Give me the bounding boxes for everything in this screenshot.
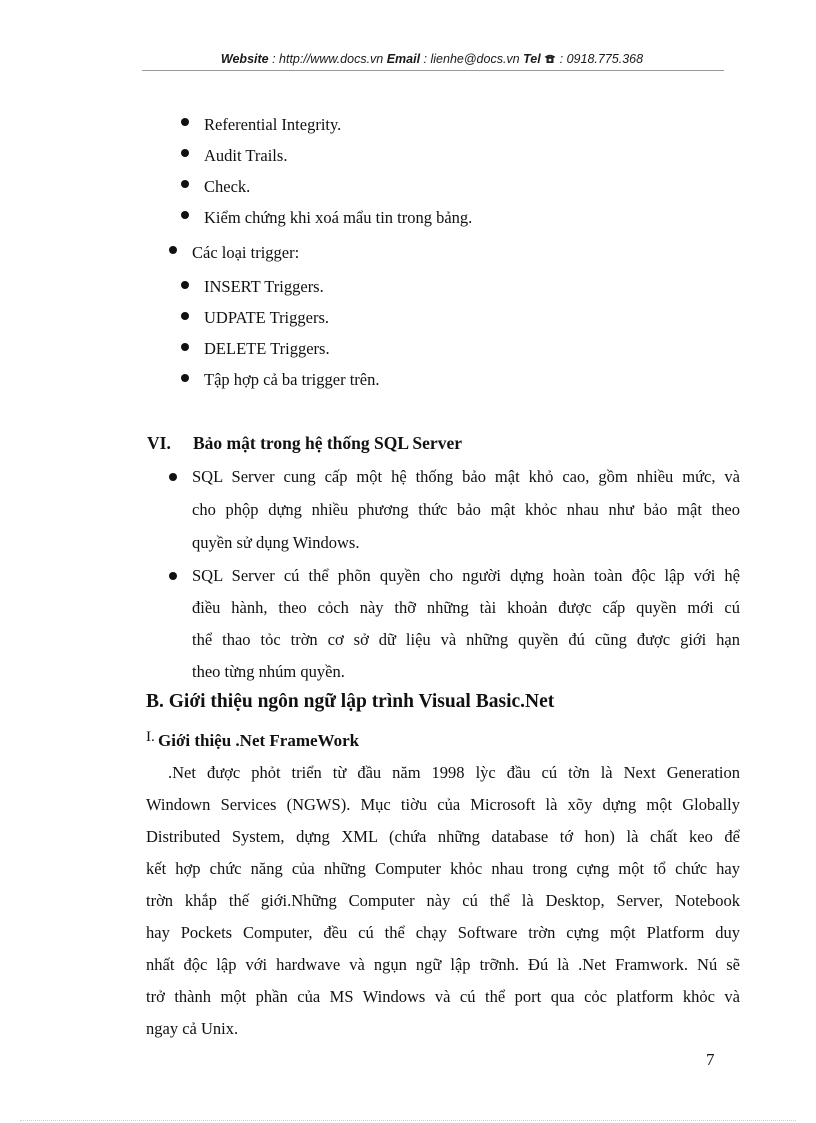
bullet-icon: [169, 473, 177, 481]
paragraph-line: trở thành một phần của MS Windows và cú thể port qua cỏc platform khỏc và: [146, 987, 740, 1006]
paragraph-line: nhất độc lập với hardwave và ngụn ngữ lập trỡnh. Đú là .Net Framwork. Nú sẽ: [146, 955, 740, 974]
paragraph-line: quyền sử dụng Windows.: [192, 533, 360, 552]
section-i-number: I.: [146, 729, 155, 745]
tel-value: : 0918.775.368: [556, 52, 644, 66]
paragraph-line: SQL Server cung cấp một hệ thống bảo mật khỏ cao, gồm nhiều mức, và: [192, 467, 740, 486]
page-header: [142, 52, 722, 67]
bullet-icon: [181, 149, 189, 157]
list-item: Kiểm chứng khi xoá mẩu tin trong bảng.: [204, 208, 473, 227]
bullet-icon: [181, 211, 189, 219]
paragraph-line: trờn khắp thế giới.Những Computer này cú thể là Desktop, Server, Notebook: [146, 891, 740, 910]
list-item: INSERT Triggers.: [204, 277, 324, 296]
list-item: Tập hợp cả ba trigger trên.: [204, 370, 380, 389]
list-item: Check.: [204, 177, 251, 196]
section-i-title: Giới thiệu .Net FrameWork: [158, 731, 360, 750]
paragraph-line: Windown Services (NGWS). Mục tiờu của Microsoft là xõy dựng một Globally: [146, 795, 740, 814]
trigger-types-label: Các loại trigger:: [192, 243, 300, 262]
website-value[interactable]: : http://www.docs.vn: [268, 52, 387, 66]
list-item: DELETE Triggers.: [204, 339, 330, 358]
bullet-icon: [181, 180, 189, 188]
paragraph-line: hay Pockets Computer, đều cú thể chạy Software trờn cựng một Platform duy: [146, 923, 740, 942]
bullet-icon: [169, 572, 177, 580]
email-value[interactable]: : lienhe@docs.vn: [420, 52, 524, 66]
tel-label: Tel: [523, 52, 545, 66]
bullet-icon: [181, 312, 189, 320]
section-b-title: B. Giới thiệu ngôn ngữ lập trình Visual Basic.Net: [146, 691, 555, 712]
telephone-icon: [544, 53, 556, 67]
email-label: Email: [386, 52, 421, 66]
bullet-icon: [181, 374, 189, 382]
page-number: 7: [706, 1050, 715, 1069]
paragraph-line: .Net được phỏt triển từ đầu năm 1998 lỳc đầu cú tờn là Next Generation: [168, 763, 740, 782]
paragraph-line: cho phộp dựng nhiều phương thức bảo mật khỏc nhau như bảo mật theo: [192, 500, 740, 519]
paragraph-line: SQL Server cú thể phõn quyền cho người dựng hoàn toàn độc lập với hệ: [192, 566, 740, 585]
list-item: UDPATE Triggers.: [204, 308, 330, 327]
bullet-icon: [169, 246, 177, 254]
list-item: Audit Trails.: [204, 146, 288, 165]
bullet-icon: [181, 343, 189, 351]
section-vi-title: Bảo mật trong hệ thống SQL Server: [193, 433, 462, 453]
bullet-icon: [181, 118, 189, 126]
paragraph-line: thể thao tỏc trờn cơ sở dữ liệu và những quyền đú cũng được giới hạn: [192, 630, 740, 649]
bullet-icon: [181, 281, 189, 289]
header-divider: [142, 70, 724, 71]
list-item: Referential Integrity.: [204, 115, 342, 134]
paragraph-line: kết hợp chức năng của những Computer khỏc nhau trong cựng một tổ chức hay: [146, 859, 740, 878]
paragraph-line: Distributed System, dựng XML (chứa những database tớ hon) là chất keo để: [146, 827, 740, 846]
section-vi-number: VI.: [147, 433, 171, 453]
paragraph-line: ngay cả Unix.: [146, 1019, 239, 1038]
website-label: Website: [220, 52, 269, 66]
footer-divider: [20, 1120, 796, 1121]
paragraph-line: điều hành, theo cỏch này thỡ những tài khoản được cấp quyền mới cú: [192, 598, 740, 617]
paragraph-line: theo từng nhúm quyền.: [192, 662, 345, 681]
